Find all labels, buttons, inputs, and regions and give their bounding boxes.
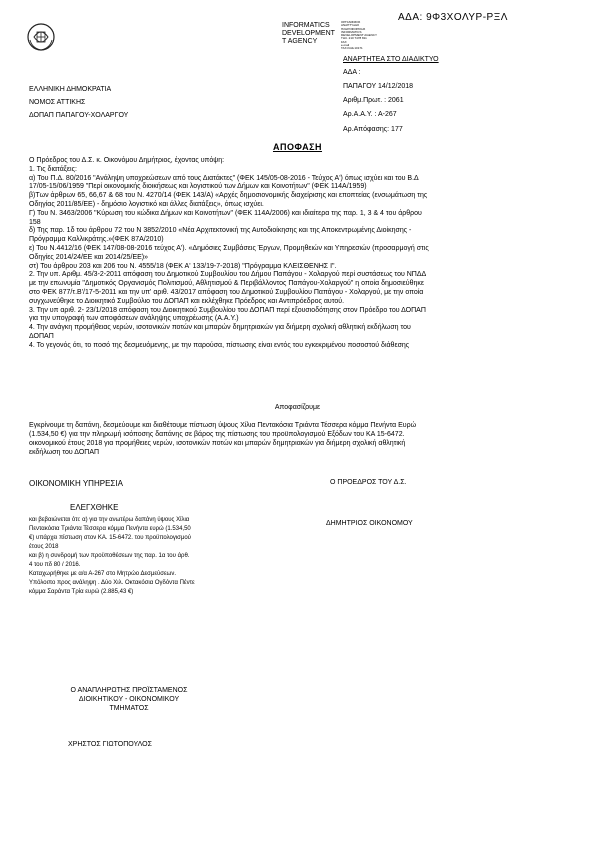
finance-line: έτους 2018 bbox=[29, 544, 59, 550]
body-line: 17/05-15/06/1959 "Περί οικονομικής διοικήσεως και λογιστικού των Δήμων και Κοινοτήτων" (ΦΕΚ 114Α/1959) bbox=[29, 183, 367, 191]
posted-online-label: ΑΝΑΡΤΗΤΕΑ ΣΤΟ ΔΙΑΔΙΚΤΥΟ bbox=[343, 56, 439, 63]
deputy-name: ΧΡΗΣΤΟΣ ΓΙΩΤΟΠΟΥΛΟΣ bbox=[68, 741, 152, 748]
agency-small-line: DEVELOPMENT AGENCY bbox=[341, 33, 377, 38]
finance-line: κόμμα Σαράντα Τρία ευρώ (2.885,43 €) bbox=[29, 589, 134, 595]
body-line: Οδηγίας 2011/85/ΕΕ) - δημόσιο λογιστικό και άλλες διατάξεις», όπως ισχύει. bbox=[29, 200, 264, 208]
deputy-signature-block bbox=[29, 686, 229, 713]
agency-logo-small-text bbox=[341, 21, 377, 51]
header-right-line: ΠΑΠΑΓΟΥ 14/12/2018 bbox=[343, 83, 414, 90]
deputy-title-line: ΔΙΟΙΚΗΤΙΚΟΥ - ΟΙΚΟΝΟΜΙΚΟΥ bbox=[78, 696, 180, 703]
finance-heading: ΟΙΚΟΝΟΜΙΚΗ ΥΠΗΡΕΣΙΑ bbox=[29, 479, 123, 488]
body-line: ε) Του Ν.4412/16 (ΦΕΚ 147/08-08-2016 τεύχος Α'). «Δημόσιες Συμβάσεις Έργων, Προμηθειών και Υπηρεσιών (προσαρμογή στις bbox=[29, 244, 429, 252]
president-name: ΔΗΜΗΤΡΙΟΣ ΟΙΚΟΝΟΜΟΥ bbox=[326, 520, 413, 527]
body-line: β)Των άρθρων 65, 66,67 & 68 του Ν. 4270/14 (ΦΕΚ 143/Α) «Αρχές δημοσιονομικής διαχείρισης και εποπτείας (ενσωμάτωση της bbox=[29, 192, 428, 200]
agency-small-line: ΠΛΗΡΟΦΟΡΙΚΗΣ bbox=[341, 26, 366, 31]
decision-heading: Αποφασίζουμε bbox=[274, 404, 321, 411]
body-line: Οδηγίες 2014/24/ΕΕ και 2014/25/ΕΕ)» bbox=[29, 253, 149, 261]
greek-emblem-icon bbox=[26, 22, 56, 52]
agency-logo-text bbox=[282, 22, 335, 46]
considerations-text bbox=[29, 157, 574, 351]
agency-small-line: INFORMATICS bbox=[341, 29, 362, 34]
header-left-line: ΕΛΛΗΝΙΚΗ ΔΗΜΟΚΡΑΤΙΑ bbox=[29, 86, 112, 93]
body-line: 4. Το γεγονός ότι, το ποσό της δεσμευόμενης, με την παρούσα, πίστωσης είναι εντός του εγκεκριμένου ποσοστού διάθεσης bbox=[29, 341, 410, 349]
agency-small-line: ΤΗΛ. 210 7478 811 bbox=[341, 36, 367, 41]
body-line: στ) Του άρθρου 203 και 206 του Ν. 4555/18 (ΦΕΚ Α' 133/19-7-2018) "Πρόγραμμα ΚΛΕΙΣΘΕΝΗΣ Ι". bbox=[29, 262, 337, 270]
body-line: στο ΦΕΚ 877/τ.Β'/17-5-2011 και την υπ' αριθ. 43/2017 απόφαση του Δημοτικού Συμβουλίου Παπάγου - Χολαργού, με την οποία bbox=[29, 288, 424, 296]
body-line: ΔΟΠΑΠ bbox=[29, 332, 54, 340]
body-line: 2. Την υπ. Αριθμ. 45/3-2-2011 απόφαση του Δημοτικού Συμβουλίου του Δήμου Παπάγου - Χολαργού περί συστάσεως του ΝΠΔΔ bbox=[29, 271, 427, 279]
body-line: α) Του Π.Δ. 80/2016 "Ανάληψη υποχρεώσεων από τους Διατάκτες" (ΦΕΚ 145/05-08-2016 - Τεύχος Α') όπως ισχύει και του Β.Δ bbox=[29, 174, 419, 182]
agency-small-line: ΑΝΑΠΤΥΞΗΣ bbox=[341, 23, 360, 28]
body-line: 1. Τις διατάξεις: bbox=[29, 165, 77, 173]
body-line: συγχωνεύθηκε το Διοικητικό Συμβούλιο του ΔΟΠΑΠ και εκλέχθηκε Πρόεδρος και Αντιπρόεδρος αυτού. bbox=[29, 297, 345, 305]
finance-line: €) υπάρχει πίστωση στον ΚΑ. 15-6472. του προϋπολογισμού bbox=[29, 535, 191, 541]
agency-small-line: ΟΡΓΑΝΙΣΜΟΣ bbox=[341, 20, 361, 24]
body-line: για την υπογραφή των αποφάσεων ανάληψης υποχρέωσης (Α.Α.Υ.) bbox=[29, 315, 239, 323]
finance-line: και β) η συνδρομή των προϋποθέσεων της παρ. 1α του άρθ. bbox=[29, 553, 190, 559]
header-right-line: Αρ.Α.Α.Υ. : Α-267 bbox=[343, 111, 397, 118]
body-line: 4. Την ανάγκη προμήθειας νερών, ισοτονικών ποτών και μπαρών δημητριακών για διήμερη σχολική αθλητική εκδήλωση του bbox=[29, 324, 411, 332]
ada-code: ΑΔΑ: 9Φ3ΧΟΛΥΡ-ΡΞΛ bbox=[398, 12, 508, 23]
body-line: Ο Πρόεδρος του Δ.Σ. κ. Οικονόμου Δημήτριος, έχοντας υπόψη: bbox=[29, 157, 225, 164]
body-line: 158 bbox=[29, 218, 41, 226]
checked-label: ΕΛΕΓΧΘΗΚΕ bbox=[70, 503, 119, 512]
agency-logo-line: DEVELOPMENT bbox=[282, 30, 335, 37]
decision-line: εκδήλωση του ΔΟΠΑΠ bbox=[29, 449, 100, 456]
decision-text bbox=[29, 421, 569, 457]
header-right-line: Αρ.Απόφασης: 177 bbox=[343, 126, 403, 133]
agency-logo-line: T AGENCY bbox=[282, 38, 318, 45]
finance-line: Καταχωρήθηκε με α/α Α-267 στο Μητρώο Δεσμεύσεων. bbox=[29, 571, 177, 577]
body-line: δ) Της παρ. 1δ του άρθρου 72 του Ν 3852/2010 «Νέα Αρχιτεκτονική της Αυτοδιοίκησης και της Αποκεντρωμένης Διοίκησης - bbox=[29, 227, 412, 235]
body-line: Γ) Του Ν. 3463/2006 "Κύρωση του κώδικα Δήμων και Κοινοτήτων" (ΦΕΚ 114Α/2006) και ιδιαίτερα της παρ. 1, 3 & 4 του άρθρου bbox=[29, 209, 422, 217]
agency-small-line: FAX bbox=[341, 39, 347, 44]
header-right-line: ΑΔΑ : bbox=[343, 69, 361, 76]
president-title: Ο ΠΡΟΕΔΡΟΣ ΤΟΥ Δ.Σ. bbox=[330, 479, 407, 486]
decision-line: (1.534,50 €) για την πληρωμή ισόποσης δαπάνης σε βάρος της πίστωσης του προϋπολογισμού Εξόδων του ΚΑ 15-6472. bbox=[29, 431, 405, 438]
header-left-line: ΝΟΜΟΣ ΑΤΤΙΚΗΣ bbox=[29, 99, 86, 106]
body-line: 3. Την υπ αριθ. 2- 23/1/2018 απόφαση του Διοικητικού Συμβουλίου του ΔΟΠΑΠ περί εξουσιοδότησης στον Πρόεδρο του ΔΟΠΑΠ bbox=[29, 306, 426, 314]
body-line: Πρόγραμμα Καλλικράτης.»(ΦΕΚ 87Α/2010) bbox=[29, 236, 164, 244]
agency-small-line: e-mail bbox=[341, 43, 350, 48]
deputy-title-line: Ο ΑΝΑΠΛΗΡΩΤΗΣ ΠΡΟΪΣΤΑΜΕΝΟΣ bbox=[70, 687, 188, 694]
header-left-line: ΔΟΠΑΠ ΠΑΠΑΓΟΥ-ΧΟΛΑΡΓΟΥ bbox=[29, 112, 129, 119]
body-line: με την επωνυμία "Δημοτικός Οργανισμός Πολιτισμού, Αθλητισμού & Περιβάλλοντος Παπάγου-Χολαργού" η οποία δημοσιεύθηκε bbox=[29, 280, 425, 288]
finance-line: και βεβαιώνεται ότι: α) για την ανωτέρω δαπάνη ύψους Χίλια bbox=[29, 517, 190, 523]
page-title: ΑΠΟΦΑΣΗ bbox=[272, 142, 323, 152]
finance-line: Υπόλοιπο προς ανάληψη . Δύο Χιλ. Οκτακόσια Ογδόντα Πέντε bbox=[29, 580, 195, 586]
agency-small-line: ΤΑΧ.ΚΩΔ 10171 bbox=[341, 46, 363, 51]
decision-line: Εγκρίνουμε τη δαπάνη, δεσμεύουμε και διαθέτουμε πίστωση ύψους Χίλια Πεντακόσια Τριάντα Τέσσερα κόμμα Πενήντα Ευρώ bbox=[29, 422, 417, 429]
finance-text bbox=[29, 516, 319, 597]
decision-line: οικονομικού έτους 2018 για προμήθειες νερών, ισοτονικών ποτών και μπαρών δημητριακών για διήμερη σχολική αθλητική bbox=[29, 440, 406, 447]
finance-line: Πεντακόσια Τριάντα Τέσσερα κόμμα Πενήντα ευρώ (1.534,50 bbox=[29, 526, 191, 532]
deputy-title-line: ΤΜΗΜΑΤΟΣ bbox=[109, 705, 149, 712]
finance-line: 4 του πδ 80 / 2016. bbox=[29, 562, 81, 568]
agency-logo-line: INFORMATICS bbox=[282, 22, 330, 29]
header-right-line: Αριθμ.Πρωτ. : 2061 bbox=[343, 97, 404, 104]
